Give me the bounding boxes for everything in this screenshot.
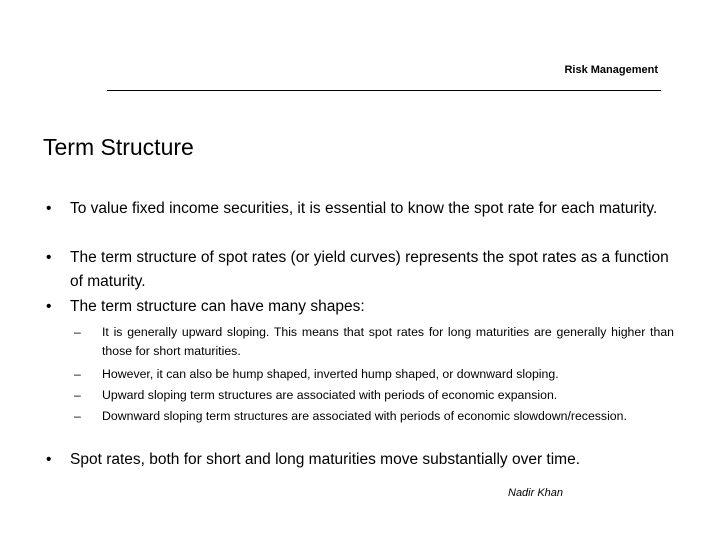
bullet-icon: • (46, 200, 52, 217)
bullet-text: The term structure can have many shapes: (70, 298, 365, 315)
dash-icon: – (74, 325, 81, 339)
bullet-icon: • (46, 451, 52, 468)
bullet-icon: • (46, 298, 52, 315)
bullet-item (46, 246, 674, 294)
author-signature: Nadir Khan (508, 487, 564, 499)
sub-bullet-item (74, 407, 674, 426)
sub-bullet-item (74, 365, 674, 384)
bullet-icon: • (46, 249, 52, 266)
bullet-item (46, 197, 674, 221)
header-label: Risk Management (564, 64, 658, 76)
sub-bullet-text: It is generally upward sloping. This means that spot rates for long maturities are generally higher than those for short maturities. (102, 325, 674, 358)
dash-icon: – (74, 409, 81, 423)
bullet-item (46, 295, 674, 319)
sub-bullet-text: Upward sloping term structures are associated with periods of economic expansion. (102, 388, 558, 402)
bullet-text: To value fixed income securities, it is essential to know the spot rate for each maturity. (70, 200, 658, 217)
bullet-text: The term structure of spot rates (or yield curves) represents the spot rates as a function of maturity. (70, 249, 669, 290)
slide-title: Term Structure (43, 134, 194, 160)
dash-icon: – (74, 388, 81, 402)
sub-bullet-item (74, 386, 674, 405)
sub-bullet-text: However, it can also be hump shaped, inverted hump shaped, or downward sloping. (102, 367, 559, 381)
bullet-text: Spot rates, both for short and long maturities move substantially over time. (70, 451, 581, 468)
bullet-item (46, 448, 674, 472)
sub-bullet-item (74, 323, 674, 360)
header-divider (107, 90, 661, 91)
sub-bullet-text: Downward sloping term structures are associated with periods of economic slowdown/recession. (102, 409, 627, 423)
dash-icon: – (74, 367, 81, 381)
